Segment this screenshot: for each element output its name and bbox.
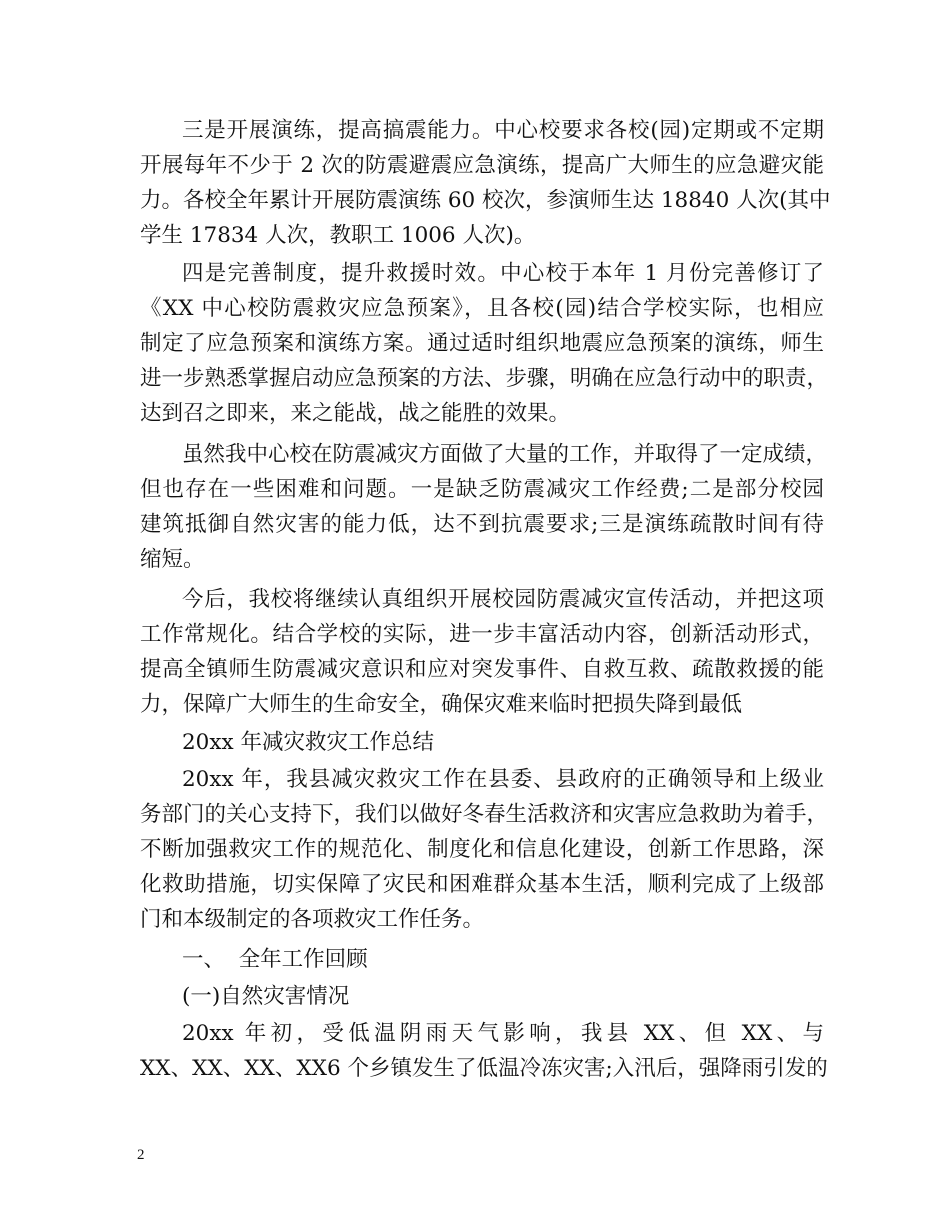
- text-line: 但也存在一些困难和问题。一是缺乏防震减灾工作经费;二是部分校园: [140, 477, 824, 502]
- text-line: 建筑抵御自然灾害的能力低，达不到抗震要求;三是演练疏散时间有待: [140, 512, 824, 537]
- text-line: 达到召之即来，来之能战，战之能胜的效果。: [140, 401, 571, 426]
- section-title: 20xx 年减灾救灾工作总结: [182, 730, 434, 755]
- text-line: 今后，我校将继续认真组织开展校园防震减灾宣传活动，并把这项: [182, 587, 824, 612]
- text-line: 力，保障广大师生的生命安全，确保灾难来临时把损失降到最低: [140, 692, 743, 717]
- text-line: 开展每年不少于 2 次的防震避震应急演练，提高广大师生的应急避灾能: [140, 153, 824, 178]
- text-line: 四是完善制度，提升救援时效。中心校于本年 1 月份完善修订了: [182, 261, 824, 286]
- subsection-heading: (一)自然灾害情况: [182, 984, 350, 1009]
- text-line: 力。各校全年累计开展防震演练 60 校次，参演师生达 18840 人次(其中: [140, 188, 831, 213]
- text-line: 务部门的关心支持下，我们以做好冬春生活救济和灾害应急救助为着手，: [140, 802, 829, 827]
- text-line: 《XX 中心校防震救灾应急预案》，且各校(园)结合学校实际，也相应: [140, 296, 824, 321]
- text-line: 工作常规化。结合学校的实际，进一步丰富活动内容，创新活动形式，: [140, 622, 824, 647]
- text-line: 20xx 年，我县减灾救灾工作在县委、县政府的正确领导和上级业: [182, 767, 824, 792]
- text-line: 门和本级制定的各项救灾工作任务。: [140, 907, 485, 932]
- text-line: 学生 17834 人次，教职工 1006 人次)。: [140, 223, 536, 248]
- text-line: 进一步熟悉掌握启动应急预案的方法、步骤，明确在应急行动中的职责，: [140, 366, 829, 391]
- text-line: 提高全镇师生防震减灾意识和应对突发事件、自救互救、疏散救援的能: [140, 657, 824, 682]
- text-line: 不断加强救灾工作的规范化、制度化和信息化建设，创新工作思路，深: [140, 837, 824, 862]
- text-line: 三是开展演练，提高搞震能力。中心校要求各校(园)定期或不定期: [182, 118, 824, 143]
- text-line: 20xx 年初，受低温阴雨天气影响，我县 XX、但 XX、与: [182, 1021, 824, 1046]
- section-heading: 一、 全年工作回顾: [182, 947, 368, 972]
- text-line: 制定了应急预案和演练方案。通过适时组织地震应急预案的演练，师生: [140, 331, 824, 356]
- text-line: 化救助措施，切实保障了灾民和困难群众基本生活，顺利完成了上级部: [140, 872, 824, 897]
- page-number: 2: [137, 1147, 145, 1163]
- text-line: XX、XX、XX、XX6 个乡镇发生了低温冷冻灾害;入汛后，强降雨引发的: [140, 1056, 828, 1081]
- text-line: 虽然我中心校在防震减灾方面做了大量的工作，并取得了一定成绩，: [182, 442, 828, 467]
- text-line: 缩短。: [140, 547, 205, 572]
